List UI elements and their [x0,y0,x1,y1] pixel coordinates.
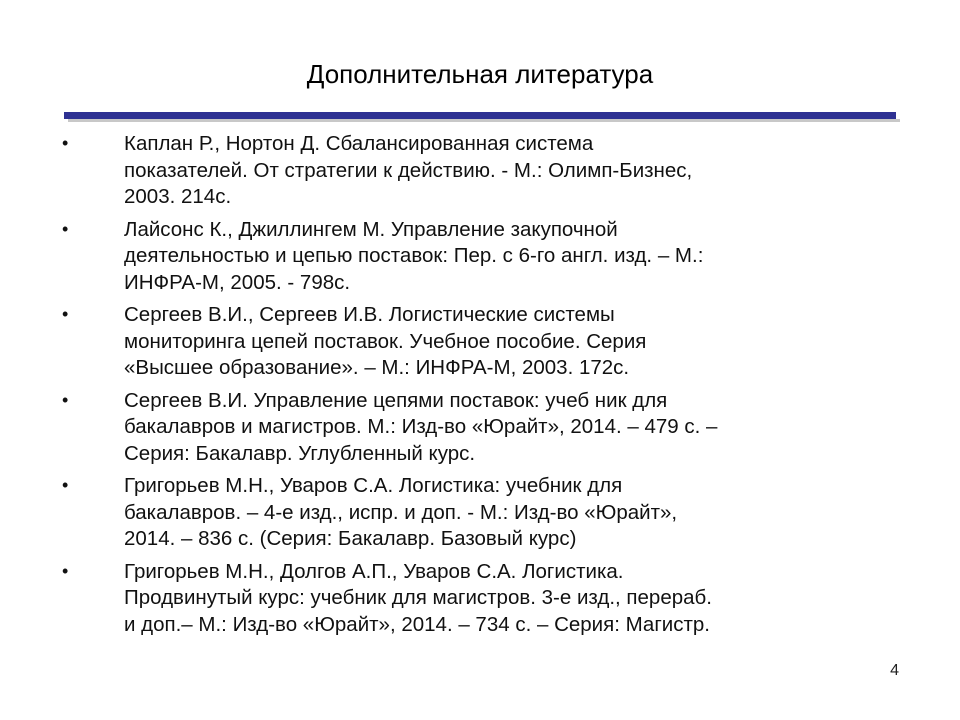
reference-list [62,131,902,644]
list-item [62,388,902,468]
reference-text: Сергеев В.И. Управление цепями поставок: учеб ник для бакалавров и магистров. М.: Изд-во «Юрайт», 2014. – 479 с. – Серия: Бакалавр. Углубленный курс. [124,388,718,465]
page-number: 4 [890,662,899,679]
reference-text: Григорьев М.Н., Уваров С.А. Логистика: учебник для бакалавров. – 4-е изд., испр. и доп. - М.: Изд-во «Юрайт», 2014. – 836 с. (Серия: Бакалавр. Базовый курс) [124,474,678,550]
bullet-icon: • [62,133,69,153]
bullet-icon: • [62,304,69,324]
list-item [62,131,902,211]
list-item [62,217,902,297]
reference-text: Григорьев М.Н., Долгов А.П., Уваров С.А. Логистика. Продвинутый курс: учебник для магистров. 3-е изд., перераб. и доп.– М.: Изд-во «Юрайт», 2014. – 734 с. – Серия: Магистр. [124,559,712,636]
list-item [62,559,902,639]
bullet-icon: • [62,389,69,410]
title-underline [64,112,896,119]
reference-text: Сергеев В.И., Сергеев И.В. Логистические системы мониторинга цепей поставок. Учебное пособие. Серия «Высшее образование». – М.: ИНФРА-М, 2003. 172с. [124,303,647,379]
bullet-icon: • [62,475,69,495]
title-underline-shadow [68,119,900,122]
slide-title: Дополнительная литература [306,59,654,89]
list-item [62,473,902,553]
bullet-icon: • [62,218,69,239]
list-item [62,302,902,382]
bullet-icon: • [62,560,69,581]
reference-text: Лайсонс К., Джиллингем М. Управление закупочной деятельностью и цепью поставок: Пер. с 6-го англ. изд. – М.: ИНФРА-М, 2005. - 798с. [124,217,704,294]
reference-text: Каплан Р., Нортон Д. Сбалансированная система показателей. От стратегии к действию. - М.: Олимп-Бизнес, 2003. 214с. [124,132,693,208]
